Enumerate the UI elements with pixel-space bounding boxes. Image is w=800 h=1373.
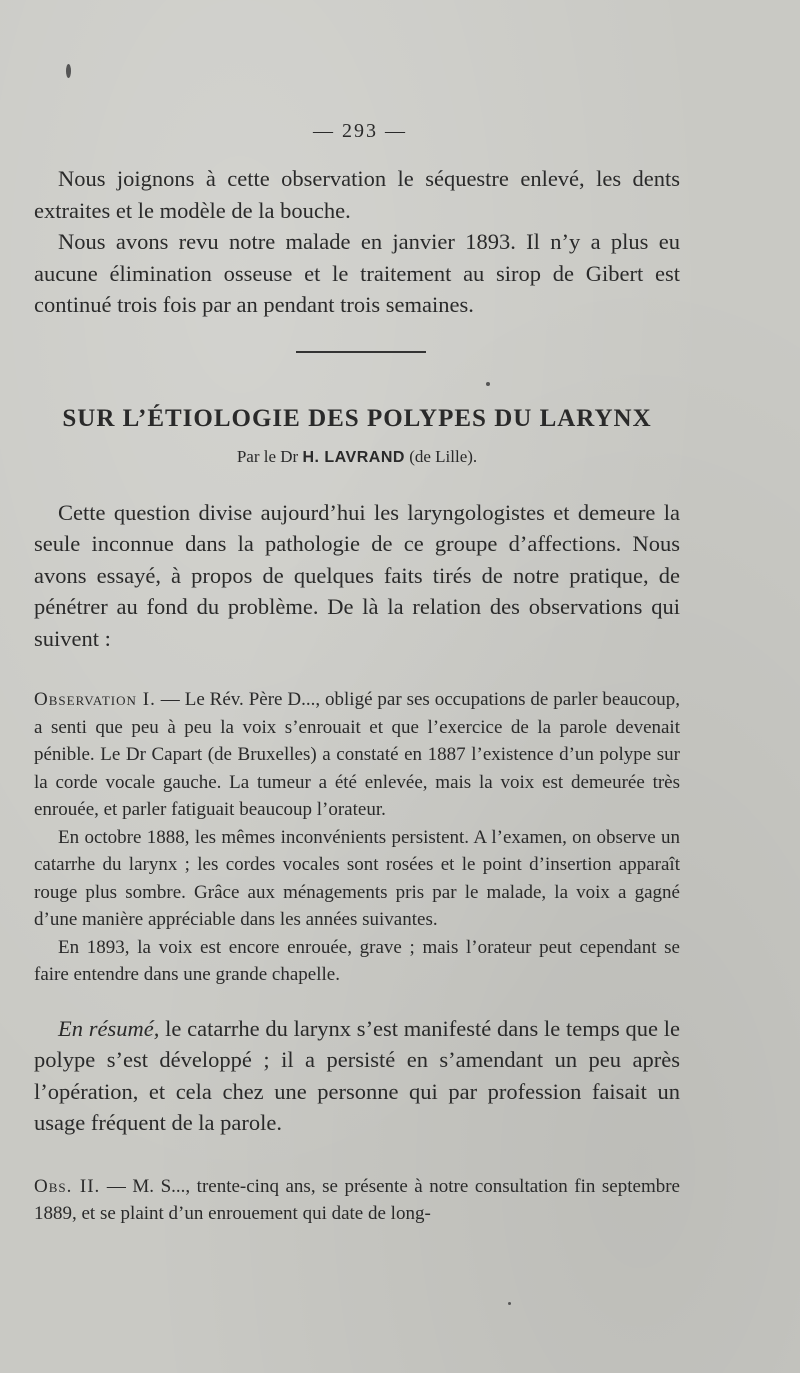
summary	[34, 1013, 680, 1139]
document-page	[34, 120, 680, 1228]
intro-paragraph: Cette question divise aujourd’hui les laryngologistes et demeure la seule inconnue dans la pathologie de ce groupe d’affections. Nous avons essayé, à propos de quelques faits tirés de notre pratique, de pénétrer au fond du problème. De là la relation des observations qui suivent :	[34, 499, 680, 651]
paper-speck	[486, 382, 490, 386]
previous-article-ending	[34, 163, 680, 321]
observation-1-paragraph-3: En 1893, la voix est encore enrouée, grave ; mais l’orateur peut cependant se faire entendre dans une grande chapelle.	[34, 936, 680, 985]
section-divider	[296, 351, 426, 353]
observation-2-label: Obs. II.	[34, 1175, 101, 1197]
observation-2-text: — M. S..., trente-cinq ans, se présente à notre consultation fin septembre 1889, et se plaint d’un enrouement qui date de long-	[34, 1175, 680, 1224]
summary-paragraph	[34, 1013, 680, 1139]
observation-2-paragraph	[34, 1173, 680, 1228]
observation-1-paragraph-1	[34, 686, 680, 824]
observation-1-paragraph-2: En octobre 1888, les mêmes inconvénients persistent. A l’examen, on observe un catarrhe du larynx ; les cordes vocales sont rosées et le point d’insertion apparaît rouge plus sombre. Grâce aux ménagements pris par le malade, la voix a gagné d’une manière appréciable dans les années suivantes.	[34, 826, 680, 930]
byline-prefix: Par le Dr	[236, 446, 303, 466]
page-number: — 293 —	[313, 120, 407, 142]
paper-speck	[66, 64, 71, 78]
observation-2	[34, 1173, 680, 1228]
byline-suffix: (de Lille).	[404, 446, 478, 466]
article-byline	[34, 447, 680, 467]
summary-lead: En résumé,	[58, 1015, 160, 1041]
article-title: SUR L’ÉTIOLOGIE DES POLYPES DU LARYNX	[62, 404, 652, 432]
paper-speck	[508, 1302, 511, 1305]
observation-1	[34, 686, 680, 989]
observation-1-label: Observation I.	[34, 689, 156, 710]
author-name: H. LAVRAND	[302, 448, 405, 466]
introduction	[34, 497, 680, 655]
paragraph-follow-up: Nous avons revu notre malade en janvier 1893. Il n’y a plus eu aucune élimination osseuse et le traitement au sirop de Gibert est continué trois fois par an pendant trois semaines.	[34, 229, 680, 317]
observation-1-text: — Le Rév. Père D..., obligé par ses occupations de parler beaucoup, a senti que peu à peu la voix s’enrouait et que l’exercice de la parole devenait pénible. Le Dr Capart (de Bruxelles) a constaté en 1887 l’existence d’un polype sur la corde vocale gauche. La tumeur a été enlevée, mais la voix est demeurée très enrouée, et parler fatiguait beaucoup l’orateur.	[34, 689, 680, 820]
paragraph-sequestre: Nous joignons à cette observation le séquestre enlevé, les dents extraites et le modèle de la bouche.	[34, 166, 680, 223]
summary-text: le catarrhe du larynx s’est manifesté dans le temps que le polype s’est développé ; il a persisté en s’amendant un peu après l’opération, et cela chez une personne qui par profession faisait un usage fréquent de la parole.	[34, 1015, 681, 1135]
